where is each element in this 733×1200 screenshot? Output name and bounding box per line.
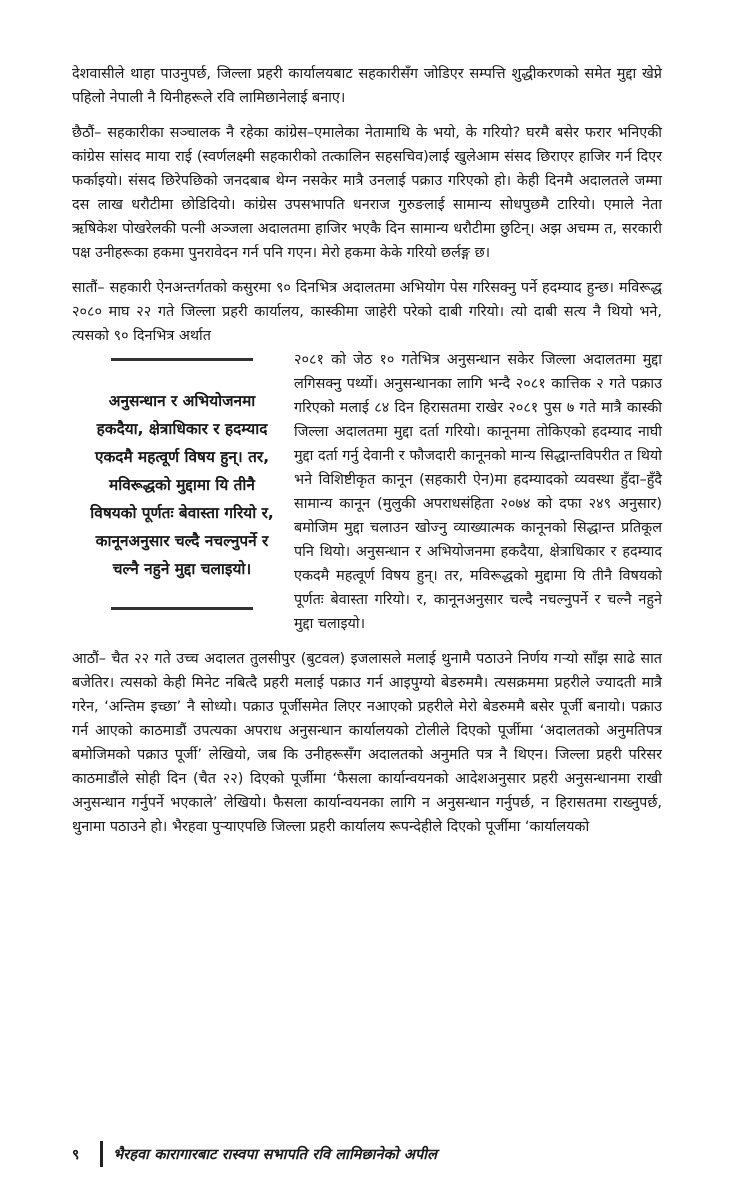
pull-quote — [84, 358, 280, 610]
paragraph-sixth: छैठौं– सहकारीका सञ्चालक नै रहेका कांग्रेस–एमालेका नेतामाथि के भयो, के गरियो? घरमै बसेर फरार भनिएकी कांग्रेस सांसद माया राई (स्वर्णलक्ष्मी सहकारीको तत्कालिन सहसचिव)लाई खुलेआम संसद छिराएर हाजिर गर्न दिएर फर्काइयो। संसद छिरेपछिको जनदबाब थेग्न नसकेर मात्रै उनलाई पक्राउ गरिएको हो। केही दिनमै अदालतले जम्मा दस लाख धरौटीमा छोडिदियो। कांग्रेस उपसभापति धनराज गुरुङलाई सामान्य सोधपुछमै टारियो। एमाले नेता ऋषिकेश पोखरेलकी पत्नी अञ्जला अदालतमा हाजिर भएकै दिन सामान्य धरौटीमा छुटिन्। अझ अचम्म त, सरकारी पक्ष उनीहरूका हकमा पुनरावेदन गर्न पनि गएन। मेरो हकमा केके गरियो छर्लङ्ग छ। — [72, 125, 662, 261]
paragraph-intro: देशवासीले थाहा पाउनुपर्छ, जिल्ला प्रहरी कार्यालयबाट सहकारीसँग जोडिएर सम्पत्ति शुद्धीकरणको समेत मुद्दा खेप्ने पहिलो नेपाली नै यिनीहरूले रवि लामिछानेलाई बनाए। — [72, 66, 662, 106]
seventh-continued — [72, 348, 662, 636]
paragraph-eighth: आठौं– चैत २२ गते उच्च अदालत तुलसीपुर (बुटवल) इजलासले मलाई थुनामै पठाउने निर्णय गऱ्यो साँझ साढे सात बजेतिर। त्यसको केही मिनेट नबित्दै प्रहरी मलाई पक्राउ गर्न आइपुग्यो बेडरुममै। त्यसक्रममा प्रहरीले ज्यादती मात्रै गरेन, ‘अन्तिम इच्छा’ नै सोध्यो। पक्राउ पूर्जीसमेत लिएर नआएको प्रहरीले मेरो बेडरुममै बसेर पूर्जी बनायो। पक्राउ गर्न आएको काठमाडौं उपत्यका अपराध अनुसन्धान कार्यालयको टोलीले दिएको पूर्जीमा ‘अदालतको अनुमतिपत्र बमोजिमको पक्राउ पूर्जी’ लेखियो, जब कि उनीहरूसँग अदालतको अनुमति पत्र नै थिएन। जिल्ला प्रहरी परिसर काठमाडौंले सोही दिन (चैत २२) दिएको पूर्जीमा ‘फैसला कार्यान्वयनको आदेशअनुसार प्रहरी अनुसन्धानमा राखी अनुसन्धान गर्नुपर्ने भएकाले’ लेखियो। फैसला कार्यान्वयनका लागि न अनुसन्धान गर्नुपर्छ, न हिरासतमा राख्नुपर्छ, थुनामा पठाउने हो। भैरहवा पुऱ्याएपछि जिल्ला प्रहरी कार्यालय रूपन्देहीले दिएको पूर्जीमा ‘कार्यालयको — [72, 651, 662, 835]
paragraph-seventh: सातौं– सहकारी ऐनअन्तर्गतको कसुरमा ९० दिनभित्र अदालतमा अभियोग पेस गरिसक्नु पर्ने हदम्याद हुन्छ। मविरूद्ध २०८० माघ २२ गते जिल्ला प्रहरी कार्यालय, कास्कीमा जाहेरी परेको दाबी गरियो। त्यो दाबी सत्य नै थियो भने, त्यसको ९० दिनभित्र अर्थात — [72, 280, 662, 344]
pull-quote-top-rule — [111, 358, 253, 361]
page-footer — [72, 1140, 672, 1168]
pull-quote-bottom-rule — [111, 607, 253, 610]
footer-divider — [100, 1141, 103, 1167]
page-number: ९ — [72, 1146, 80, 1163]
article-body — [72, 62, 662, 850]
running-title: भैरहवा कारागारबाट रास्वपा सभापति रवि लामिछानेको अपील — [113, 1147, 438, 1163]
paragraph-seventh-wrap: २०८१ को जेठ १० गतेभित्र अनुसन्धान सकेर जिल्ला अदालतमा मुद्दा लगिसक्नु पर्थ्यो। अनुसन्धानका लागि भन्दै २०८१ कात्तिक २ गते पक्राउ गरिएको मलाई ८४ दिन हिरासतमा राखेर २०८१ पुस ७ गते मात्रै कास्की जिल्ला अदालतमा मुद्दा दर्ता गरियो। कानूनमा तोकिएको हदम्याद नाघी मुद्दा दर्ता गर्नु देवानी र फौजदारी कानूनको मान्य सिद्धान्तविपरीत त थियो भने विशिष्टीकृत कानून (सहकारी ऐन)मा हदम्यादको व्यवस्था हुँदा–हुँदै सामान्य कानून (मुलुकी अपराधसंहिता २०७४ को दफा २४९ अनुसार) बमोजिम मुद्दा चलाउन खोज्नु व्याख्यात्मक कानूनको सिद्धान्त प्रतिकूल पनि थियो। अनुसन्धान र अभियोजनमा हकदैया, क्षेत्राधिकार र हदम्याद एकदमै महत्वूर्ण विषय हुन्। तर, मविरूद्धको मुद्दामा यि तीनै विषयको पूर्णतः बेवास्ता गरियो। र, कानूनअनुसार चल्दै नचल्नुपर्ने र चल्नै नहुने मुद्दा चलाइयो। — [294, 352, 662, 632]
pull-quote-text: अनुसन्धान र अभियोजनमा हकदैया, क्षेत्राधिकार र हदम्याद एकदमै महत्वूर्ण विषय हुन्। तर, मविरूद्धको मुद्दामा यि तीनै विषयको पूर्णतः बेवास्ता गरियो र, कानूनअनुसार चल्दै नचल्नुपर्ने र चल्नै नहुने मुद्दा चलाइयो। — [90, 392, 274, 578]
